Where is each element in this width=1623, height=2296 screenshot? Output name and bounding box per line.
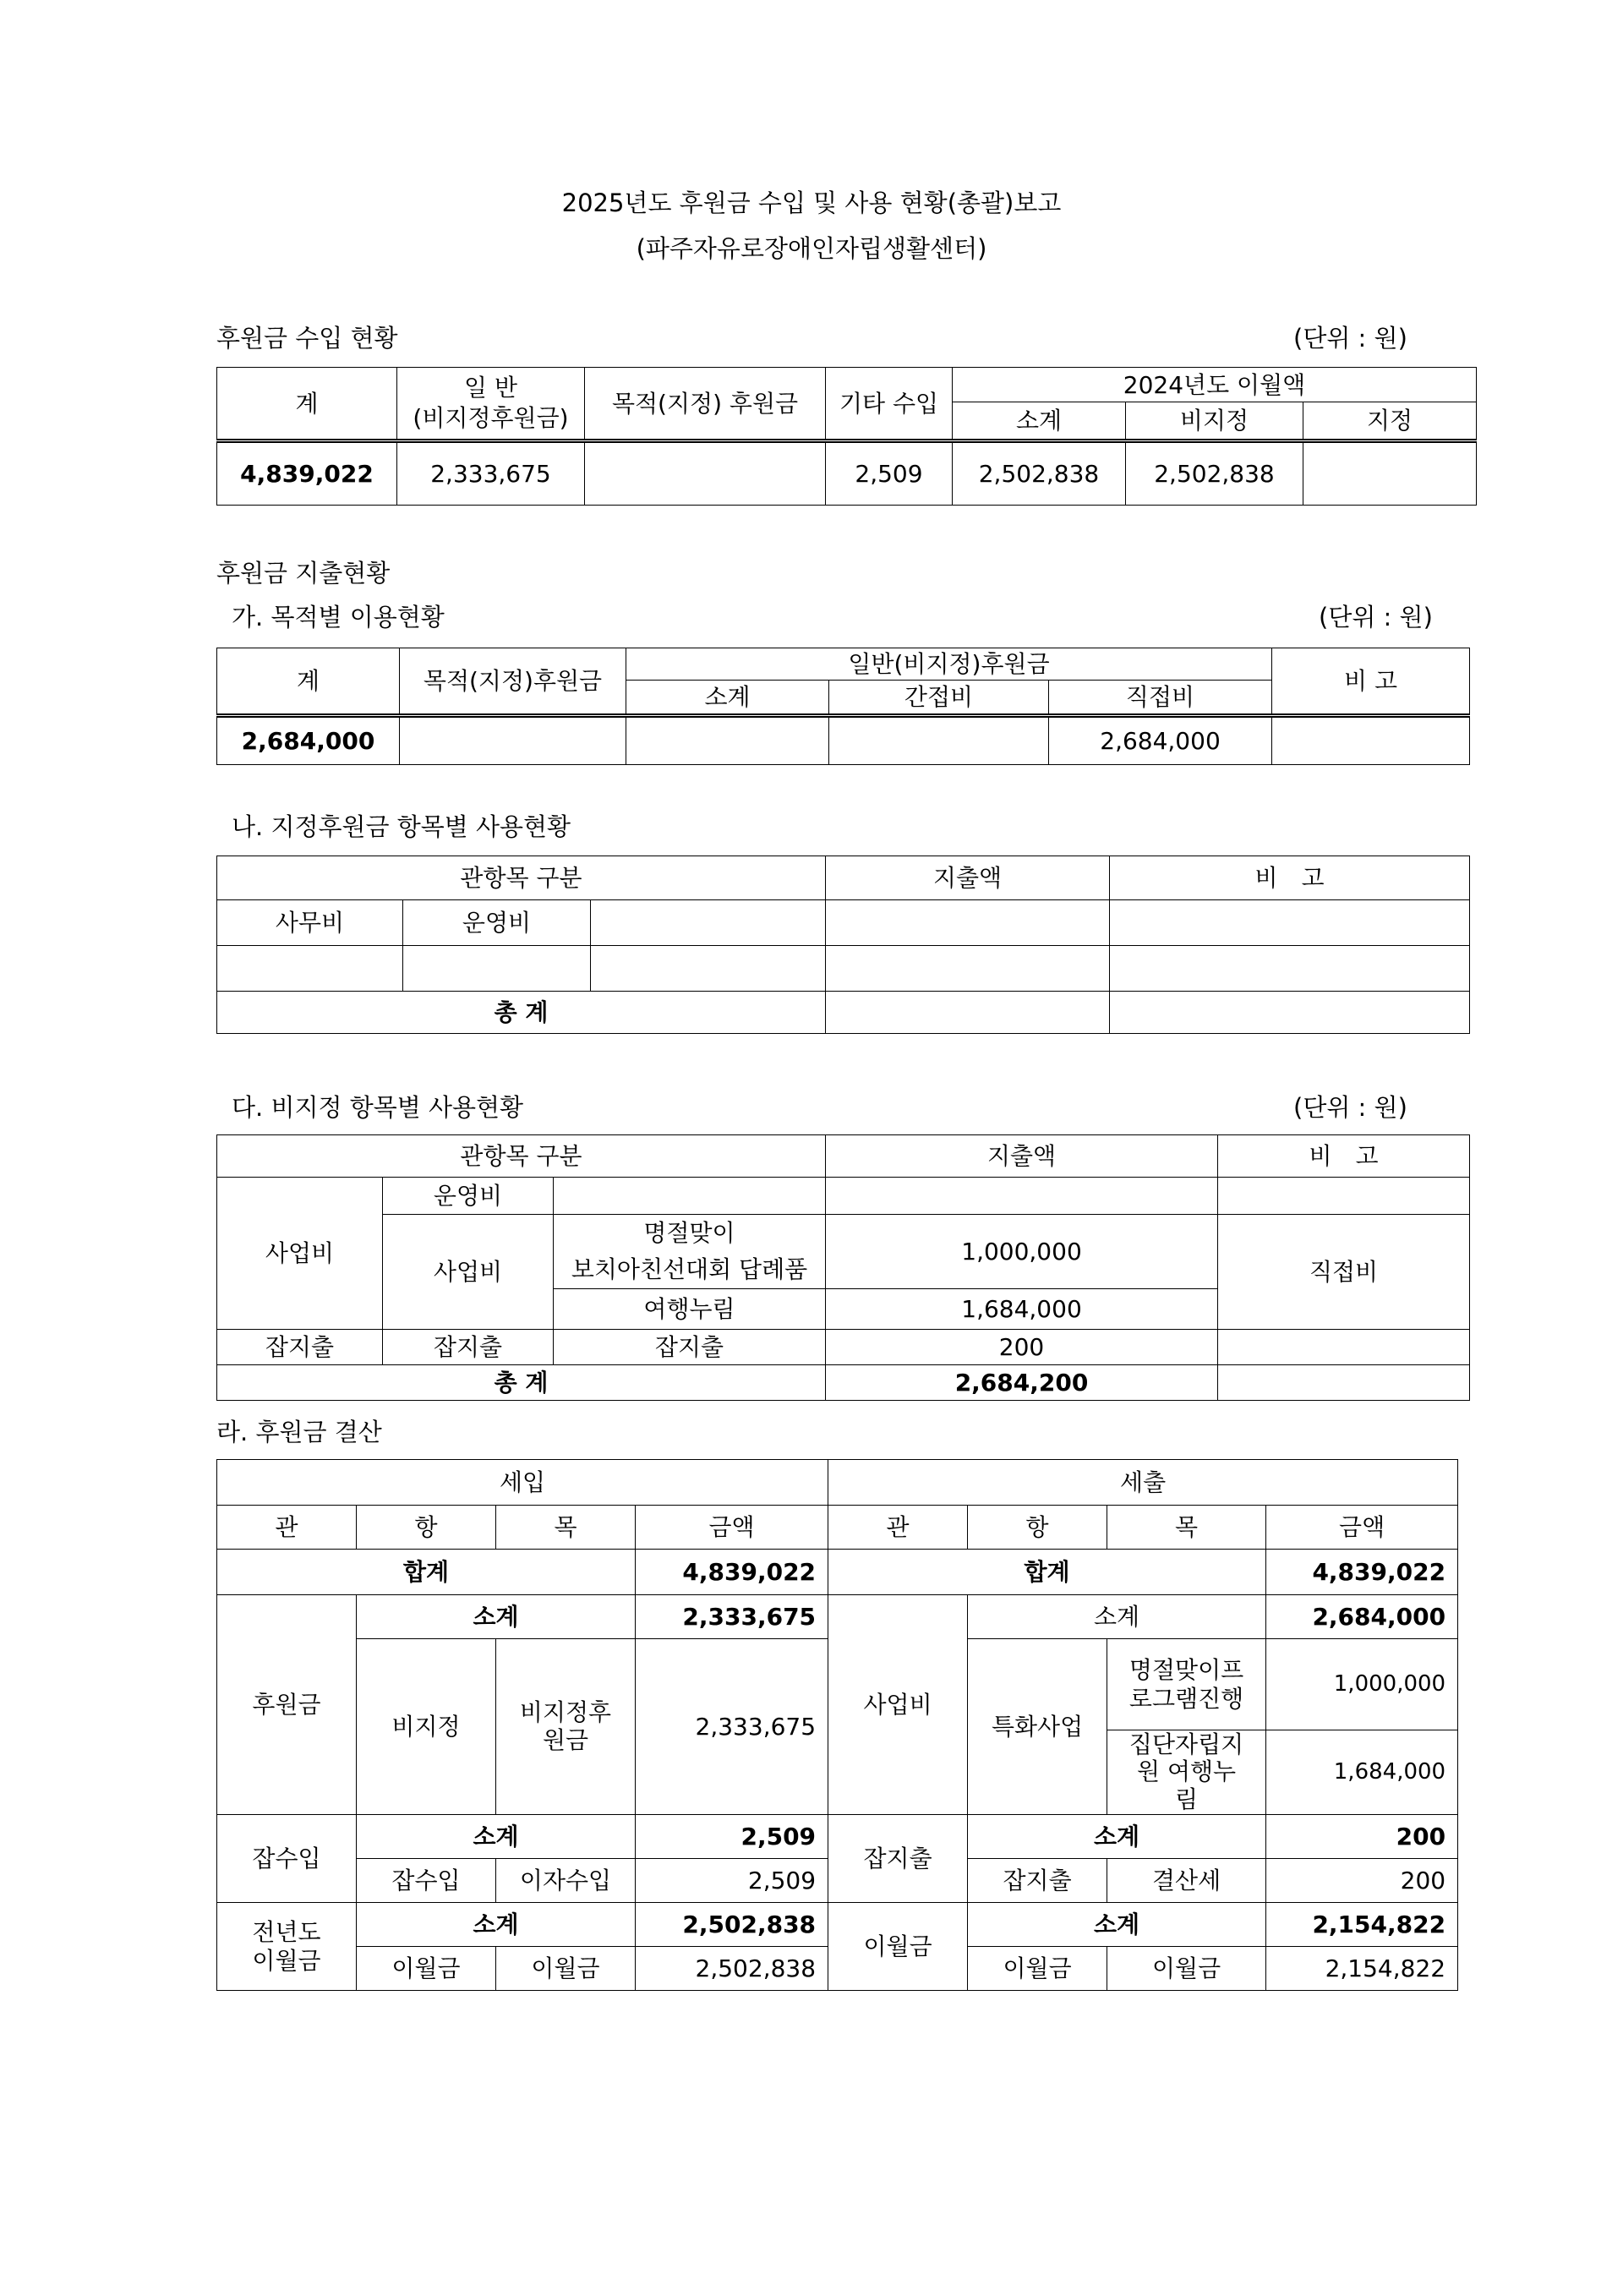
section-d-exp-misc: 잡지출	[828, 1815, 968, 1903]
table-row	[217, 900, 1470, 946]
section-d-exp-carry-mok: 이월금	[1107, 1947, 1266, 1991]
section-a-designated-value	[400, 716, 626, 765]
section-d-exp-program1: 명절맞이프 로그램진행	[1107, 1639, 1266, 1730]
section-d-rev-misc: 잡수입	[217, 1815, 357, 1903]
section-d-rev-interest: 이자수입	[496, 1859, 636, 1903]
section-c-heading: 다. 비지정 항목별 사용현황	[232, 1093, 524, 1122]
income-header-sub-total: 소계	[953, 402, 1126, 441]
income-heading: 후원금 수입 현황	[216, 324, 398, 353]
section-b-total-label: 총 계	[217, 992, 826, 1034]
section-c-business-sub: 사업비	[383, 1215, 554, 1330]
section-d-rev-sum-label: 합계	[217, 1550, 636, 1595]
section-d-rev-nondesignated-amount: 2,333,675	[636, 1639, 828, 1815]
section-d-rev-col-amount: 금액	[636, 1506, 828, 1550]
section-d-exp-program2: 집단자립지 원 여행누 림	[1107, 1730, 1266, 1815]
income-header-designated: 목적(지정) 후원금	[585, 368, 826, 441]
section-d-rev-carry-subtotal-label: 소계	[357, 1903, 636, 1947]
empty-cell	[554, 1178, 826, 1215]
income-header-general: 일 반 (비지정후원금)	[397, 368, 585, 441]
income-unit: (단위 : 원)	[1293, 324, 1407, 353]
section-d-revenue: 세입	[217, 1460, 828, 1506]
section-a-total-value: 2,684,000	[217, 716, 400, 765]
table-row	[217, 1903, 1458, 1947]
section-d-rev-interest-amount: 2,509	[636, 1859, 828, 1903]
expense-heading: 후원금 지출현황	[216, 559, 391, 588]
section-a-header-designated: 목적(지정)후원금	[400, 648, 626, 716]
empty-cell	[826, 1178, 1218, 1215]
section-d-exp-program1-amount: 1,000,000	[1266, 1639, 1458, 1730]
income-other-value: 2,509	[826, 441, 953, 506]
section-d-rev-donation-subtotal-label: 소계	[357, 1595, 636, 1639]
section-b-row1-c2: 운영비	[403, 900, 591, 946]
section-d-exp-col-gwan: 관	[828, 1506, 968, 1550]
table-row	[217, 992, 1470, 1034]
income-header-other: 기타 수입	[826, 368, 953, 441]
income-header-sub-nondesignated: 비지정	[1126, 402, 1303, 441]
income-total-value: 4,839,022	[217, 441, 397, 506]
section-c-direct-note: 직접비	[1218, 1215, 1470, 1330]
section-a-header-sub-total: 소계	[626, 681, 829, 716]
section-d-exp-sum-label: 합계	[828, 1550, 1266, 1595]
section-b-row1-c1: 사무비	[217, 900, 403, 946]
income-table	[216, 367, 1477, 506]
table-row	[217, 1215, 1470, 1289]
income-header-total: 계	[217, 368, 397, 441]
section-b-table	[216, 856, 1470, 1034]
empty-cell	[826, 900, 1110, 946]
section-b-header-category: 관항목 구분	[217, 856, 826, 900]
section-a-header-note: 비 고	[1272, 648, 1470, 716]
section-d-exp-business: 사업비	[828, 1595, 968, 1815]
section-d-rev-misc-subtotal: 2,509	[636, 1815, 828, 1859]
section-c-item2-amount: 1,684,000	[826, 1288, 1218, 1329]
table-row	[217, 1550, 1458, 1595]
table-row	[217, 441, 1477, 506]
page-subtitle: (파주자유로장애인자립생활센터)	[636, 234, 987, 263]
section-d-exp-tax-amount: 200	[1266, 1859, 1458, 1903]
income-designated-value	[585, 441, 826, 506]
section-c-misc2: 잡지출	[383, 1329, 554, 1364]
section-d-rev-carry-hang: 이월금	[357, 1947, 496, 1991]
empty-cell	[217, 946, 403, 992]
table-row	[217, 1178, 1470, 1215]
section-a-header-direct: 직접비	[1049, 681, 1272, 716]
section-d-rev-carry-mok: 이월금	[496, 1947, 636, 1991]
section-a-direct-value: 2,684,000	[1049, 716, 1272, 765]
income-general-value: 2,333,675	[397, 441, 585, 506]
table-row	[217, 1815, 1458, 1859]
empty-cell	[1110, 900, 1470, 946]
section-d-expenditure: 세출	[828, 1460, 1458, 1506]
table-row	[217, 946, 1470, 992]
section-d-exp-col-hang: 항	[968, 1506, 1107, 1550]
section-a-heading: 가. 목적별 이용현황	[232, 603, 445, 631]
section-d-exp-business-subtotal-label: 소계	[968, 1595, 1266, 1639]
empty-cell	[1218, 1364, 1470, 1400]
section-c-total-label: 총 계	[217, 1364, 826, 1400]
section-a-header-total: 계	[217, 648, 400, 716]
section-d-heading: 라. 후원금 결산	[216, 1418, 382, 1446]
section-c-unit: (단위 : 원)	[1293, 1093, 1407, 1122]
section-c-item2: 여행누림	[554, 1288, 826, 1329]
section-d-exp-sum: 4,839,022	[1266, 1550, 1458, 1595]
section-c-misc1: 잡지출	[217, 1329, 383, 1364]
section-a-subtotal-value	[626, 716, 829, 765]
section-d-exp-carry-subtotal: 2,154,822	[1266, 1903, 1458, 1947]
section-a-note-value	[1272, 716, 1470, 765]
empty-cell	[1110, 946, 1470, 992]
section-d-exp-carry: 이월금	[828, 1903, 968, 1991]
section-d-exp-business-subtotal: 2,684,000	[1266, 1595, 1458, 1639]
section-d-exp-program2-amount: 1,684,000	[1266, 1730, 1458, 1815]
section-d-rev-nondesignated-mok: 비지정후원금	[496, 1639, 636, 1815]
empty-cell	[826, 992, 1110, 1034]
section-c-header-category: 관항목 구분	[217, 1135, 826, 1178]
income-carry-total-value: 2,502,838	[953, 441, 1126, 506]
empty-cell	[1218, 1178, 1470, 1215]
empty-cell	[1110, 992, 1470, 1034]
section-d-rev-carry-subtotal: 2,502,838	[636, 1903, 828, 1947]
section-d-rev-donation-subtotal: 2,333,675	[636, 1595, 828, 1639]
section-d-exp-carry-amount: 2,154,822	[1266, 1947, 1458, 1991]
section-d-exp-carry-subtotal-label: 소계	[968, 1903, 1266, 1947]
section-c-header-amount: 지출액	[826, 1135, 1218, 1178]
section-a-header-general: 일반(비지정)후원금	[626, 648, 1272, 681]
section-d-exp-tax: 결산세	[1107, 1859, 1266, 1903]
section-d-rev-donation: 후원금	[217, 1595, 357, 1815]
section-d-rev-prev-carry: 전년도 이월금	[217, 1903, 357, 1991]
section-c-business: 사업비	[217, 1178, 383, 1330]
section-d-rev-misc-subtotal-label: 소계	[357, 1815, 636, 1859]
section-b-header-note: 비 고	[1110, 856, 1470, 900]
section-a-header-indirect: 간접비	[829, 681, 1049, 716]
section-a-indirect-value	[829, 716, 1049, 765]
page-title: 2025년도 후원금 수입 및 사용 현황(총괄)보고	[561, 189, 1062, 217]
section-b-header-amount: 지출액	[826, 856, 1110, 900]
section-c-misc-amount: 200	[826, 1329, 1218, 1364]
section-d-exp-col-amount: 금액	[1266, 1506, 1458, 1550]
section-c-item1: 명절맞이 보치아친선대회 답례품	[554, 1215, 826, 1289]
section-d-exp-misc-subtotal: 200	[1266, 1815, 1458, 1859]
section-d-rev-misc-hang: 잡수입	[357, 1859, 496, 1903]
empty-cell	[1218, 1329, 1470, 1364]
income-carry-nondesignated-value: 2,502,838	[1126, 441, 1303, 506]
section-c-total-amount: 2,684,200	[826, 1364, 1218, 1400]
income-header-sub-designated: 지정	[1303, 402, 1477, 441]
empty-cell	[403, 946, 591, 992]
section-d-exp-misc-subtotal-label: 소계	[968, 1815, 1266, 1859]
section-c-header-note: 비 고	[1218, 1135, 1470, 1178]
section-c-item1-amount: 1,000,000	[826, 1215, 1218, 1289]
section-d-rev-col-mok: 목	[496, 1506, 636, 1550]
table-row	[217, 1595, 1458, 1639]
section-d-rev-col-hang: 항	[357, 1506, 496, 1550]
section-d-rev-carry-amount: 2,502,838	[636, 1947, 828, 1991]
section-a-unit: (단위 : 원)	[1319, 603, 1433, 631]
section-c-operating: 운영비	[383, 1178, 554, 1215]
section-d-table	[216, 1459, 1458, 1991]
section-d-exp-special: 특화사업	[968, 1639, 1107, 1815]
section-b-heading: 나. 지정후원금 항목별 사용현황	[232, 812, 571, 841]
section-d-rev-col-gwan: 관	[217, 1506, 357, 1550]
table-row	[217, 716, 1470, 765]
section-c-misc3: 잡지출	[554, 1329, 826, 1364]
section-a-table	[216, 648, 1470, 765]
section-d-rev-nondesignated: 비지정	[357, 1639, 496, 1815]
empty-cell	[591, 900, 826, 946]
table-row	[217, 1364, 1470, 1400]
income-carry-designated-value	[1303, 441, 1477, 506]
section-d-exp-misc-hang: 잡지출	[968, 1859, 1107, 1903]
section-d-rev-sum: 4,839,022	[636, 1550, 828, 1595]
empty-cell	[826, 946, 1110, 992]
empty-cell	[591, 946, 826, 992]
income-header-carryover: 2024년도 이월액	[953, 368, 1477, 402]
section-d-exp-col-mok: 목	[1107, 1506, 1266, 1550]
table-row	[217, 1329, 1470, 1364]
section-d-exp-carry-hang: 이월금	[968, 1947, 1107, 1991]
section-c-table	[216, 1134, 1470, 1401]
